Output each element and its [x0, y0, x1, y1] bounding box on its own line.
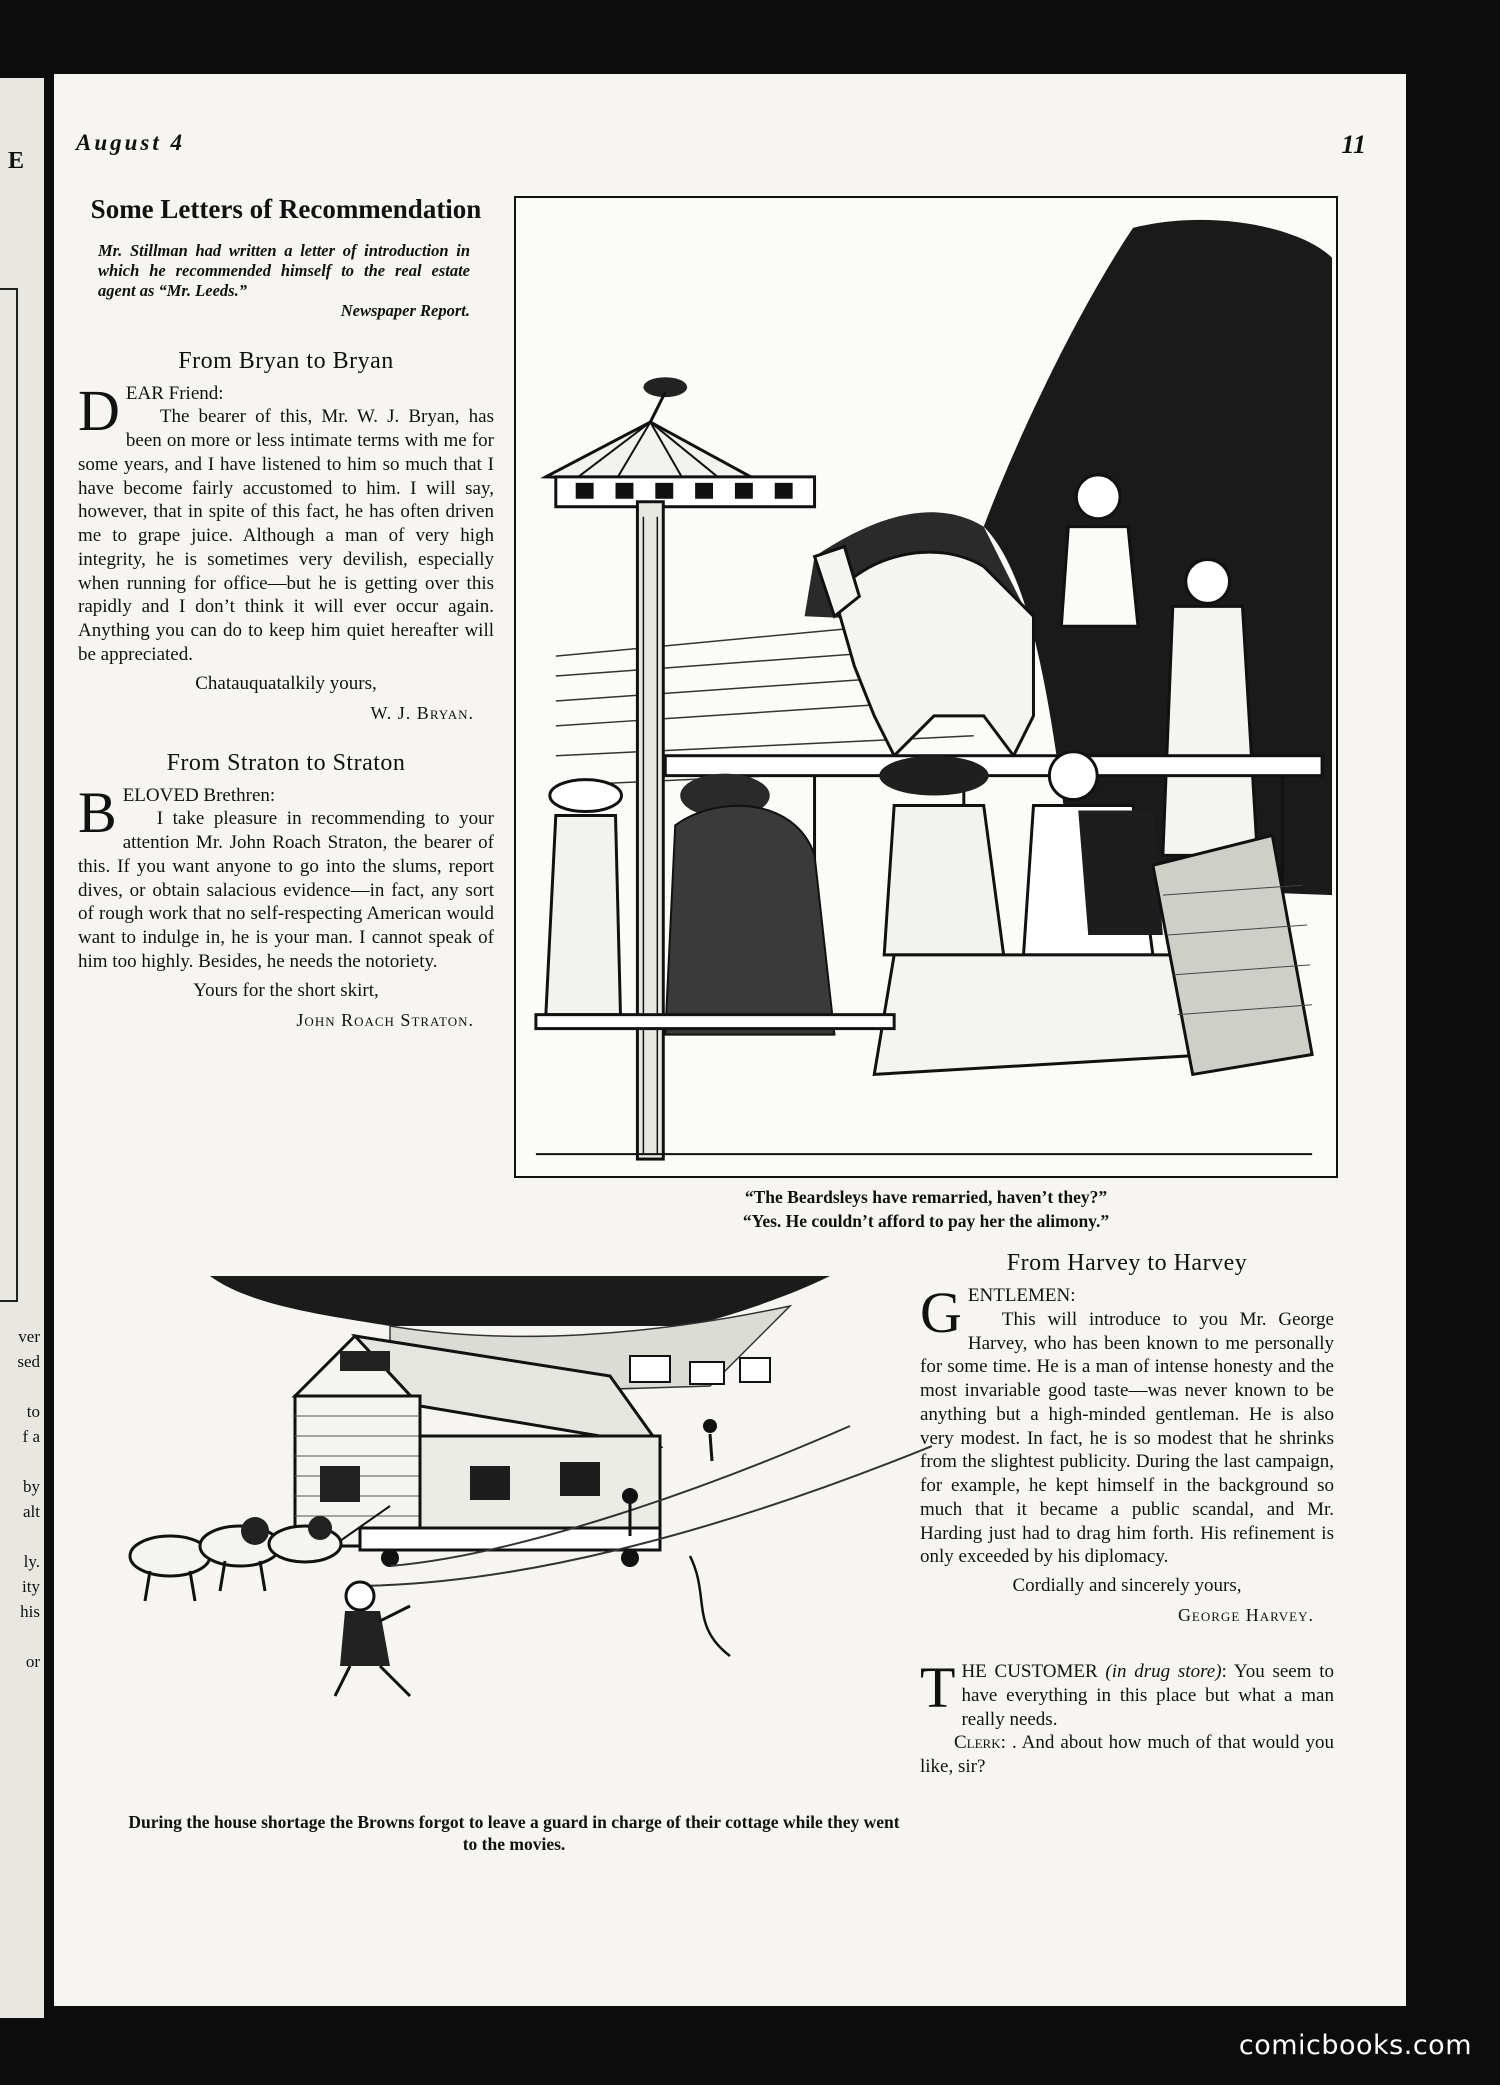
letter-heading: From Straton to Straton: [166, 749, 406, 776]
intro-source: Newspaper Report.: [340, 301, 470, 321]
adjacent-text-fragment: f a: [22, 1427, 40, 1446]
right-column: [920, 1250, 1334, 1779]
drug-store-joke: [920, 1655, 1335, 1779]
joke-text: . And about how much of that would you like, sir?: [920, 1732, 1335, 1778]
letter-straton: [78, 750, 494, 1031]
joke-stage-direction: (in drug store): [1105, 1661, 1222, 1683]
letter-harvey: [920, 1250, 1334, 1626]
drop-cap: G: [920, 1280, 962, 1345]
adjacent-text-fragment: ver: [18, 1327, 40, 1346]
adjacent-text-fragment: by: [23, 1477, 40, 1496]
adjacent-text-fragment: or: [25, 1652, 40, 1671]
intro-note: [98, 241, 470, 322]
adjacent-text-fragment: alt: [23, 1502, 40, 1521]
caption-line: “Yes. He couldn’t afford to pay her the alimony.”: [742, 1210, 1110, 1231]
adjacent-text-fragment: ity: [22, 1577, 40, 1596]
adjacent-page-edge: [0, 78, 44, 2018]
magazine-page: [54, 74, 1406, 2006]
caption-line: “The Beardsleys have remarried, haven’t they?”: [744, 1187, 1108, 1207]
adjacent-text-fragment: to: [26, 1402, 40, 1421]
joke-speaker: Clerk:: [954, 1732, 1006, 1754]
letter-bryan: [78, 348, 494, 724]
cartoon-drawing: [90, 1266, 932, 1706]
letter-closing: Chatauquatalkily yours,: [195, 672, 377, 694]
adjacent-page-box-rule: [0, 288, 18, 1302]
letter-closing: Cordially and sincerely yours,: [1012, 1575, 1242, 1597]
running-head-date: August 4: [76, 130, 186, 155]
cartoon-caption-bottom: During the house shortage the Browns forgot to leave a guard in charge of their cottage while they went to the movies.: [128, 1812, 900, 1854]
letter-body: This will introduce to you Mr. George Harvey, who has been known to me personally for some time. He is a man of intense honesty and the most invariable good taste—was never known to be anything but a high-minded gentleman. He is also very modest. In fact, he is so modest that he shrinks from the slightest publicity. During the last campaign, for example, he kept himself in the background so much that it became a public scandal, and Mr. Harding just had to drag him forth. His refinement is only exceeded by his diplomacy.: [920, 1308, 1334, 1568]
letter-salutation: ENTLEMEN:: [967, 1285, 1076, 1306]
letter-salutation: ELOVED Brethren:: [122, 784, 276, 806]
drop-cap: D: [78, 377, 120, 443]
page-number: 11: [1341, 130, 1366, 159]
adjacent-text-fragment: ly.: [23, 1552, 40, 1571]
intro-note-text: Mr. Stillman had written a letter of introduction in which he recommended himself to the real estate agent as “Mr. Leeds.”: [98, 241, 470, 301]
joke-speaker: HE CUSTOMER: [961, 1661, 1098, 1683]
adjacent-page-letter: E: [8, 148, 25, 174]
drop-cap: B: [78, 779, 117, 845]
letter-heading: From Bryan to Bryan: [178, 347, 394, 374]
drop-cap: T: [920, 1655, 956, 1721]
letter-signature: John Roach Straton.: [296, 1009, 474, 1030]
cartoon-caption-top: [514, 1186, 1338, 1233]
left-column: [78, 192, 494, 1031]
letter-signature: George Harvey.: [1177, 1605, 1314, 1626]
cartoon-drawing: [516, 198, 1336, 1176]
letter-heading: From Harvey to Harvey: [1006, 1250, 1248, 1276]
letter-signature: W. J. Bryan.: [370, 702, 474, 723]
adjacent-text-fragment: his: [20, 1602, 40, 1621]
letter-body: I take pleasure in recommending to your attention Mr. John Roach Straton, the bearer of this. If you want anyone to go into the slums, report dives, or obtain salacious evidence—in fact, any sort of rough work that no self-respecting American would want to indulge in, he is your man. I cannot speak of him too highly. Besides, he needs the notoriety.: [78, 808, 494, 972]
adjacent-text-fragment: sed: [17, 1352, 40, 1371]
joke-line-customer: [920, 1655, 1335, 1731]
letter-salutation: EAR Friend:: [125, 382, 224, 404]
letter-closing: Yours for the short skirt,: [193, 979, 379, 1001]
article-title: Some Letters of Recommendation: [90, 194, 482, 224]
cartoon-illustration-moving-house: [90, 1266, 932, 1706]
cartoon-illustration-clubhouse: [514, 196, 1338, 1178]
letter-body: The bearer of this, Mr. W. J. Bryan, has been on more or less intimate terms with me for some years, and I have listened to him so much that I have become fairly accustomed to him. I will say, however, that in spite of this fact, he has often driven me to grape juice. Although a man of very high integrity, he is sometimes very devilish, especially when running for office—but he is getting over this rapidly and I don’t think it will ever occur again. Anything you can do to keep him quiet hereafter will be appreciated.: [78, 406, 494, 665]
joke-line-clerk: [920, 1731, 1334, 1779]
source-watermark: comicbooks.com: [1238, 2030, 1472, 2061]
joke-text: : You seem to have everything in this place but what a man really needs.: [961, 1661, 1335, 1730]
